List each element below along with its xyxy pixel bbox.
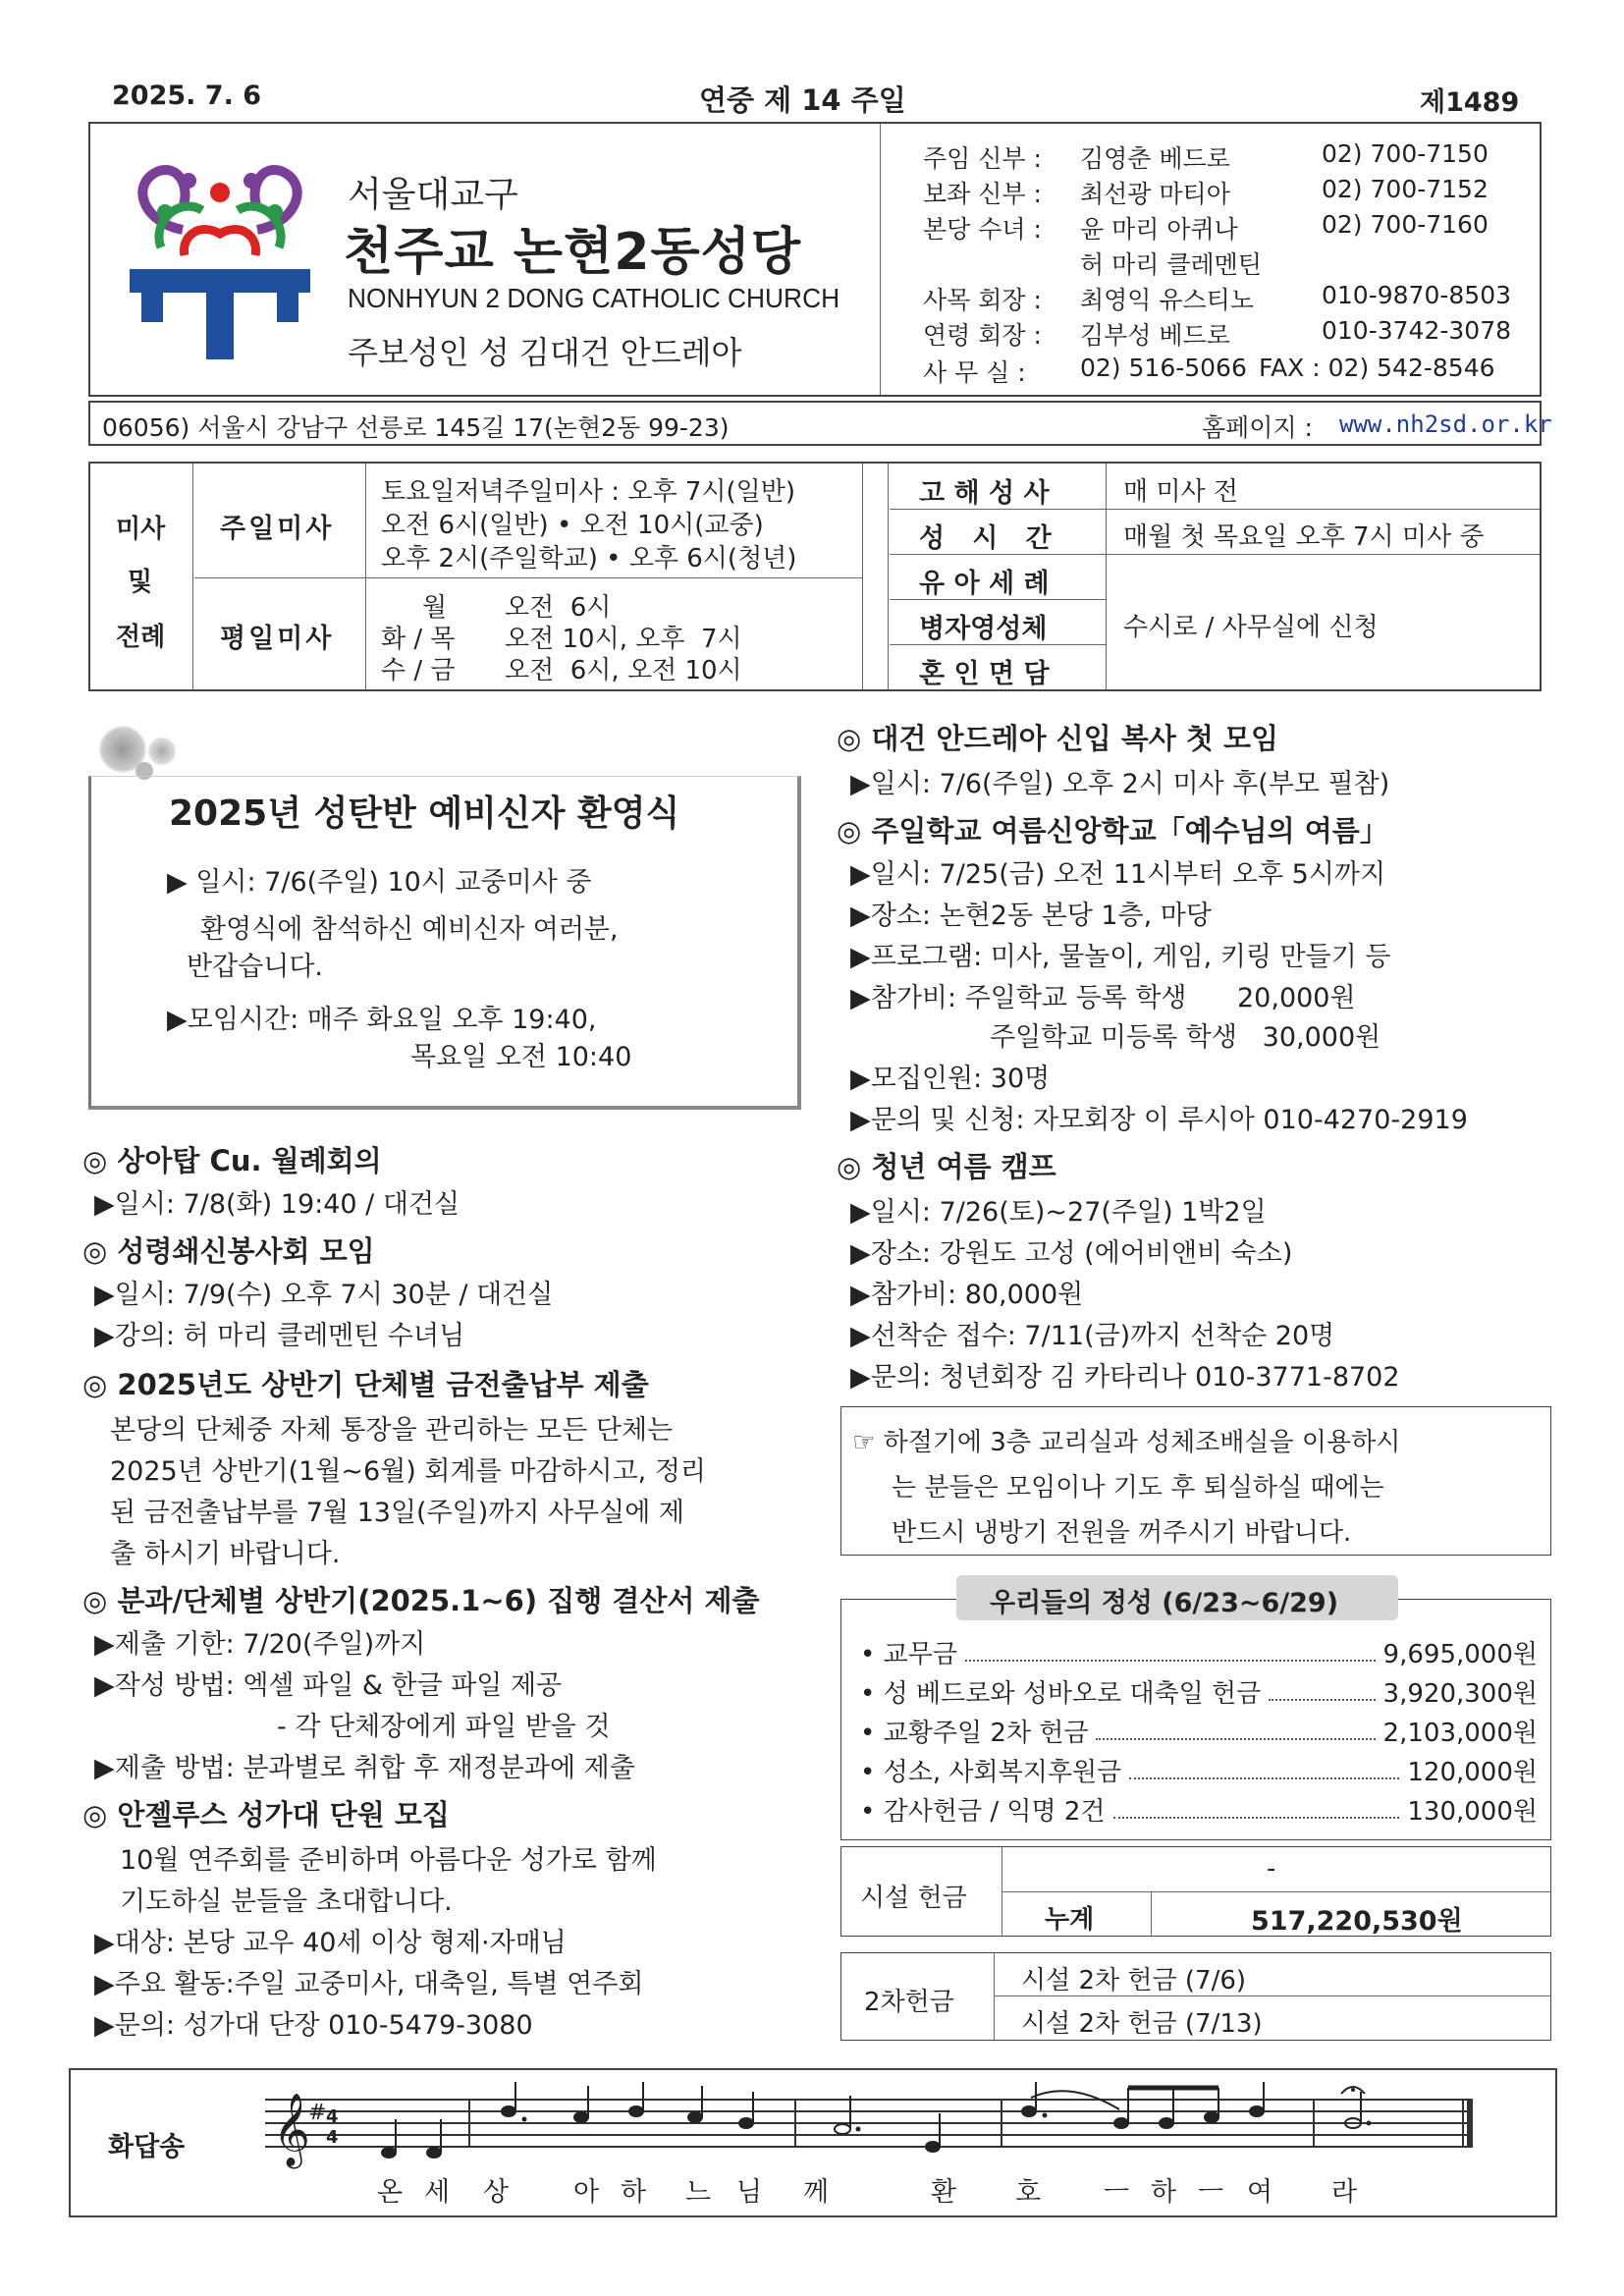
weekday-time: 오전 6시: [505, 593, 612, 623]
section-title: ◎ 2025년도 상반기 단체별 금전출납부 제출: [82, 1368, 649, 1401]
staff-role: 본당 수녀 :: [923, 215, 1042, 244]
sunday-mass-time: 오전 6시(일반) • 오전 10시(교중): [381, 511, 764, 540]
table-divider: [1106, 464, 1107, 689]
weekday-time: 오전 6시, 오전 10시: [505, 656, 742, 685]
church-name-english: NONHYUN 2 DONG CATHOLIC CHURCH: [348, 283, 840, 313]
section-line: ▶제출 기한: 7/20(주일)까지: [94, 1629, 426, 1660]
offering-row: [860, 1673, 1538, 1710]
category-label: 미사: [116, 515, 166, 544]
bulletin-date: 2025. 7. 6: [112, 81, 262, 111]
church-name: 천주교 논현2동성당: [344, 223, 802, 282]
section-line: ▶장소: 논현2동 본당 1층, 마당: [850, 901, 1212, 931]
section-line: ▶장소: 강원도 고성 (에어비앤비 숙소): [850, 1238, 1293, 1269]
table-divider: [1151, 1891, 1152, 1936]
sacrament-name: 병자영성체: [919, 614, 1048, 644]
section-line: ▶프로그램: 미사, 물놀이, 게임, 키링 만들기 등: [850, 942, 1391, 972]
staff-name: 김영춘 베드로: [1080, 144, 1230, 173]
weekday-day: 월: [422, 593, 448, 623]
welcome-title: 2025년 성탄반 예비신자 환영식: [169, 793, 680, 834]
lyric-syllable: ㅡ: [1104, 2177, 1130, 2208]
weekday-time: 오전 10시, 오후 7시: [505, 625, 742, 654]
staff-role: 주임 신부 :: [923, 144, 1042, 173]
section-line: ▶문의: 성가대 단장 010-5479-3080: [94, 2010, 533, 2041]
lyric-syllable: 환: [931, 2177, 957, 2208]
office-phone: 02) 516-5066: [1080, 354, 1247, 382]
staff-name: 윤 마리 아퀴나: [1080, 215, 1238, 244]
section-line: ▶일시: 7/26(토)~27(주일) 1박2일: [850, 1197, 1267, 1228]
total-value: 517,220,530원: [1251, 1906, 1463, 1937]
sacrament-info: 매월 첫 목요일 오후 7시 미사 중: [1123, 522, 1485, 552]
psalm-staff: [265, 2080, 1492, 2178]
total-label: 누계: [1045, 1905, 1095, 1935]
lyric-syllable: 하: [1151, 2177, 1177, 2208]
decoration-dot: [147, 737, 177, 766]
sunday-mass-time: 토요일저녁주일미사 : 오후 7시(일반): [381, 477, 796, 507]
sacrament-name: 고 해 성 사: [919, 478, 1050, 509]
offering-amount: 130,000원: [1407, 1797, 1538, 1827]
category-label: 전례: [116, 623, 166, 652]
section-line: ▶선착순 접수: 7/11(금)까지 선착순 20명: [850, 1321, 1335, 1351]
lyric-syllable: 께: [803, 2177, 830, 2208]
section-line: ▶강의: 허 마리 클레멘틴 수녀님: [94, 1321, 465, 1351]
offering-label: • 교황주일 2차 헌금: [860, 1719, 1089, 1748]
staff-phone: 010-3742-3078: [1322, 316, 1512, 345]
office-label: 사 무 실 :: [923, 358, 1026, 387]
staff-role: 사목 회장 :: [923, 286, 1042, 314]
lyric-syllable: 라: [1331, 2177, 1358, 2208]
offering-row: [860, 1713, 1538, 1749]
section-title: ◎ 대건 안드레아 신입 복사 첫 모임: [837, 722, 1279, 755]
sacrament-info: 매 미사 전: [1123, 477, 1238, 507]
section-line: 주일학교 미등록 학생 30,000원: [990, 1022, 1381, 1053]
staff-role: 보좌 신부 :: [923, 180, 1042, 208]
sacrament-name: 성 시 간: [919, 523, 1052, 554]
staff-name: 김부성 베드로: [1080, 321, 1230, 350]
offering-amount: 2,103,000원: [1382, 1719, 1538, 1748]
second-collection-label: 2차헌금: [864, 1988, 954, 2017]
svg-text:4: 4: [326, 2127, 339, 2148]
section-line: ▶주요 활동:주일 교중미사, 대축일, 특별 연주회: [94, 1969, 644, 1999]
section-title: ◎ 주일학교 여름신앙학교「예수님의 여름」: [837, 814, 1388, 847]
diocese-name: 서울대교구: [348, 175, 518, 215]
offering-row: [860, 1791, 1538, 1828]
notice-line: ☞ 하절기에 3층 교리실과 성체조배실을 이용하시: [852, 1428, 1401, 1457]
patron-saint: 주보성인 성 김대건 안드레아: [348, 334, 742, 371]
section-line: - 각 단체장에게 파일 받을 것: [277, 1712, 611, 1742]
staff-name: 최영익 유스티노: [1080, 286, 1254, 314]
leader-dots: [1096, 1738, 1375, 1740]
facility-offering-value: -: [1267, 1854, 1276, 1884]
welcome-message: 반갑습니다.: [187, 952, 323, 982]
section-line: 기도하실 분들을 초대합니다.: [120, 1886, 453, 1917]
welcome-meeting-time: ▶모임시간: 매주 화요일 오후 19:40,: [167, 1005, 597, 1035]
leader-dots: [1113, 1817, 1400, 1819]
office-fax: FAX : 02) 542-8546: [1259, 354, 1495, 382]
section-line: 된 금전출납부를 7월 13일(주일)까지 사무실에 제: [110, 1498, 684, 1528]
staff-name: 최선광 마티아: [1080, 180, 1230, 208]
staff-phone: 02) 700-7152: [1322, 175, 1489, 203]
welcome-date: ▶ 일시: 7/6(주일) 10시 교중미사 중: [167, 867, 592, 898]
staff-phone: 02) 700-7160: [1322, 210, 1489, 239]
lyric-syllable: ㅡ: [1198, 2177, 1224, 2208]
church-logo: [122, 153, 318, 361]
table-divider: [1002, 1891, 1550, 1892]
lyric-syllable: 세: [424, 2177, 451, 2208]
table-divider: [192, 464, 193, 689]
staff-role: 연령 회장 :: [923, 321, 1042, 350]
leader-dots: [1129, 1777, 1399, 1779]
leader-dots: [965, 1660, 1376, 1662]
offerings-title: 우리들의 정성 (6/23~6/29): [990, 1588, 1339, 1618]
lyric-syllable: 아: [573, 2177, 600, 2208]
section-line: ▶일시: 7/6(주일) 오후 2시 미사 후(부모 필참): [850, 769, 1390, 799]
offering-label: • 성 베드로와 성바오로 대축일 헌금: [860, 1679, 1262, 1709]
lyric-syllable: 님: [736, 2177, 763, 2208]
section-line: 출 하시기 바랍니다.: [110, 1539, 341, 1569]
category-label: 및: [128, 568, 153, 597]
offering-amount: 9,695,000원: [1382, 1640, 1538, 1669]
notice-line: 반드시 냉방기 전원을 꺼주시기 바랍니다.: [892, 1518, 1352, 1548]
section-title: ◎ 청년 여름 캠프: [837, 1150, 1056, 1183]
notice-line: 는 분들은 모임이나 기도 후 퇴실하실 때에는: [892, 1473, 1384, 1503]
facility-offering-label: 시설 헌금: [860, 1884, 967, 1913]
section-line: 10월 연주회를 준비하며 아름다운 성가로 함께: [120, 1845, 657, 1876]
svg-text:4: 4: [326, 2106, 339, 2127]
offering-label: • 감사헌금 / 익명 2건: [860, 1797, 1106, 1827]
offering-row: [860, 1634, 1538, 1670]
liturgical-day: 연중 제 14 주일: [699, 83, 906, 117]
section-line: ▶대상: 본당 교우 40세 이상 형제·자매님: [94, 1928, 567, 1958]
issue-number: 제1489: [1420, 87, 1520, 118]
second-collection-item: 시설 2차 헌금 (7/6): [1021, 1966, 1247, 1995]
offering-label: • 성소, 사회복지후원금: [860, 1758, 1122, 1787]
section-title: ◎ 상아탑 Cu. 월례회의: [82, 1144, 382, 1177]
section-line: ▶문의: 청년회장 김 카타리나 010-3771-8702: [850, 1362, 1400, 1393]
lyric-syllable: 상: [483, 2177, 510, 2208]
second-collection-item: 시설 2차 헌금 (7/13): [1021, 2009, 1263, 2039]
offering-amount: 3,920,300원: [1382, 1679, 1538, 1709]
offering-amount: 120,000원: [1407, 1758, 1538, 1787]
section-line: ▶참가비: 80,000원: [850, 1280, 1084, 1310]
section-line: 2025년 상반기(1월~6월) 회계를 마감하시고, 정리: [110, 1456, 706, 1487]
section-line: ▶일시: 7/8(화) 19:40 / 대건실: [94, 1189, 460, 1220]
svg-text:𝄞: 𝄞: [273, 2094, 310, 2166]
section-line: ▶참가비: 주일학교 등록 학생 20,000원: [850, 983, 1356, 1013]
staff-name: 허 마리 클레멘틴: [1080, 250, 1262, 279]
section-line: ▶작성 방법: 엑셀 파일 & 한글 파일 제공: [94, 1670, 563, 1701]
lyric-syllable: 느: [685, 2177, 712, 2208]
lyric-syllable: 온: [377, 2177, 404, 2208]
section-title: ◎ 안젤루스 성가대 단원 모집: [82, 1798, 450, 1831]
lyric-syllable: 하: [621, 2177, 647, 2208]
section-title: ◎ 성령쇄신봉사회 모임: [82, 1234, 375, 1268]
staff-phone: 02) 700-7150: [1322, 139, 1489, 168]
weekday-day: 수 / 금: [381, 656, 456, 685]
table-divider: [888, 464, 889, 689]
weekday-day: 화 / 목: [381, 625, 456, 654]
weekday-mass-label: 평일미사: [220, 624, 335, 654]
table-divider: [194, 577, 862, 578]
svg-text:#: #: [308, 2101, 327, 2125]
sunday-mass-label: 주일미사: [220, 514, 335, 544]
homepage-label: 홈페이지 :: [1202, 413, 1313, 442]
offering-label: • 교무금: [860, 1640, 957, 1669]
section-line: ▶모집인원: 30명: [850, 1064, 1051, 1094]
church-address: 06056) 서울시 강남구 선릉로 145길 17(논현2동 99-23): [102, 413, 730, 442]
section-line: ▶제출 방법: 분과별로 취합 후 재정분과에 제출: [94, 1753, 635, 1783]
welcome-meeting-time: 목요일 오전 10:40: [410, 1042, 632, 1072]
homepage-link[interactable]: www.nh2sd.or.kr: [1339, 410, 1552, 438]
table-divider: [994, 1953, 995, 2040]
section-line: ▶일시: 7/25(금) 오전 11시부터 오후 5시까지: [850, 859, 1386, 890]
sacrament-info: 수시로 / 사무실에 신청: [1123, 613, 1379, 642]
psalm-label: 화답송: [108, 2132, 186, 2162]
offering-row: [860, 1752, 1538, 1788]
staff-phone: 010-9870-8503: [1322, 281, 1512, 309]
welcome-message: 환영식에 참석하신 예비신자 여러분,: [200, 914, 619, 945]
sacrament-name: 혼 인 면 담: [919, 659, 1050, 689]
header-divider: [880, 124, 881, 395]
lyric-syllable: 호: [1015, 2177, 1042, 2208]
mass-schedule-table: [88, 462, 1542, 691]
sacrament-name: 유 아 세 례: [919, 569, 1050, 599]
section-line: ▶일시: 7/9(수) 오후 7시 30분 / 대건실: [94, 1280, 554, 1310]
section-line: ▶문의 및 신청: 자모회장 이 루시아 010-4270-2919: [850, 1105, 1468, 1135]
leader-dots: [1269, 1699, 1375, 1701]
section-line: 본당의 단체중 자체 통장을 관리하는 모든 단체는: [110, 1415, 674, 1446]
section-title: ◎ 분과/단체별 상반기(2025.1~6) 집행 결산서 제출: [82, 1584, 760, 1617]
table-divider: [862, 464, 863, 689]
sunday-mass-time: 오후 2시(주일학교) • 오후 6시(청년): [381, 544, 797, 574]
table-divider: [365, 464, 366, 689]
lyric-syllable: 여: [1247, 2177, 1273, 2208]
